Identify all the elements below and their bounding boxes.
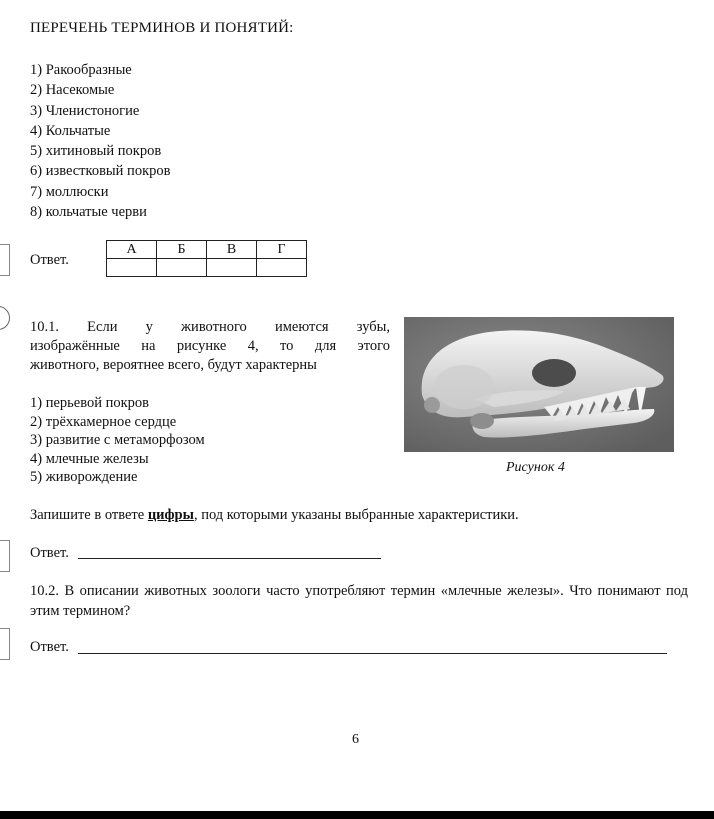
list-item: 4) Кольчатые bbox=[30, 122, 111, 139]
list-item: 3) Членистоногие bbox=[30, 102, 140, 119]
margin-circle bbox=[0, 306, 10, 330]
instruction-text: , под которыми указаны выбранные характеристики. bbox=[193, 507, 519, 523]
list-item: 8) кольчатые черви bbox=[30, 204, 147, 221]
margin-score-box bbox=[0, 244, 10, 276]
list-item: 6) известковый покров bbox=[30, 163, 171, 180]
answer-header-b: Б bbox=[157, 241, 207, 259]
answer-table bbox=[106, 240, 307, 277]
question-text-line: изображённые на рисунке 4, то для этого bbox=[30, 338, 390, 354]
question-text-line: 10.1. Если у животного имеются зубы, bbox=[30, 319, 390, 335]
answer-header-v: В bbox=[207, 241, 257, 259]
answer-label: Ответ. bbox=[30, 252, 69, 268]
skull-illustration bbox=[404, 317, 674, 452]
list-item: 5) живорождение bbox=[30, 469, 138, 485]
instruction-text: Запишите в ответе bbox=[30, 507, 148, 523]
bottom-edge-bar bbox=[0, 811, 714, 819]
figure-caption: Рисунок 4 bbox=[506, 460, 565, 475]
list-item: 3) развитие с метаморфозом bbox=[30, 432, 205, 448]
instruction bbox=[30, 507, 519, 524]
question-text-line: животного, вероятнее всего, будут характерны bbox=[30, 357, 317, 373]
list-item: 1) перьевой покров bbox=[30, 395, 149, 411]
answer-label: Ответ. bbox=[30, 545, 69, 561]
section-title: ПЕРЕЧЕНЬ ТЕРМИНОВ И ПОНЯТИЙ: bbox=[30, 20, 294, 36]
list-item: 2) трёхкамерное сердце bbox=[30, 413, 177, 430]
list-item: 1) Ракообразные bbox=[30, 62, 132, 78]
margin-score-box bbox=[0, 628, 10, 660]
options-list bbox=[30, 394, 205, 487]
terms-list bbox=[30, 60, 170, 222]
answer-header-a: А bbox=[107, 241, 157, 259]
answer-cell-v[interactable] bbox=[207, 259, 257, 277]
answer-header-g: Г bbox=[257, 241, 307, 259]
answer-label: Ответ. bbox=[30, 639, 69, 655]
list-item: 4) млечные железы bbox=[30, 450, 149, 467]
skull-photo bbox=[404, 317, 674, 452]
list-item: 7) моллюски bbox=[30, 183, 109, 200]
list-item: 2) Насекомые bbox=[30, 82, 115, 99]
page-number: 6 bbox=[352, 732, 359, 747]
answer-cell-b[interactable] bbox=[157, 259, 207, 277]
question-10-2: 10.2. В описании животных зоологи часто употребляют термин «млечные железы». Что понимают под этим термином? bbox=[30, 583, 688, 619]
answer-cell-g[interactable] bbox=[257, 259, 307, 277]
list-item: 5) хитиновый покров bbox=[30, 143, 162, 160]
margin-score-box bbox=[0, 540, 10, 572]
answer-cell-a[interactable] bbox=[107, 259, 157, 277]
instruction-emphasis: цифры bbox=[147, 507, 194, 523]
question-10-1 bbox=[30, 318, 390, 375]
answer-line[interactable] bbox=[78, 558, 381, 559]
answer-line[interactable] bbox=[78, 653, 667, 654]
